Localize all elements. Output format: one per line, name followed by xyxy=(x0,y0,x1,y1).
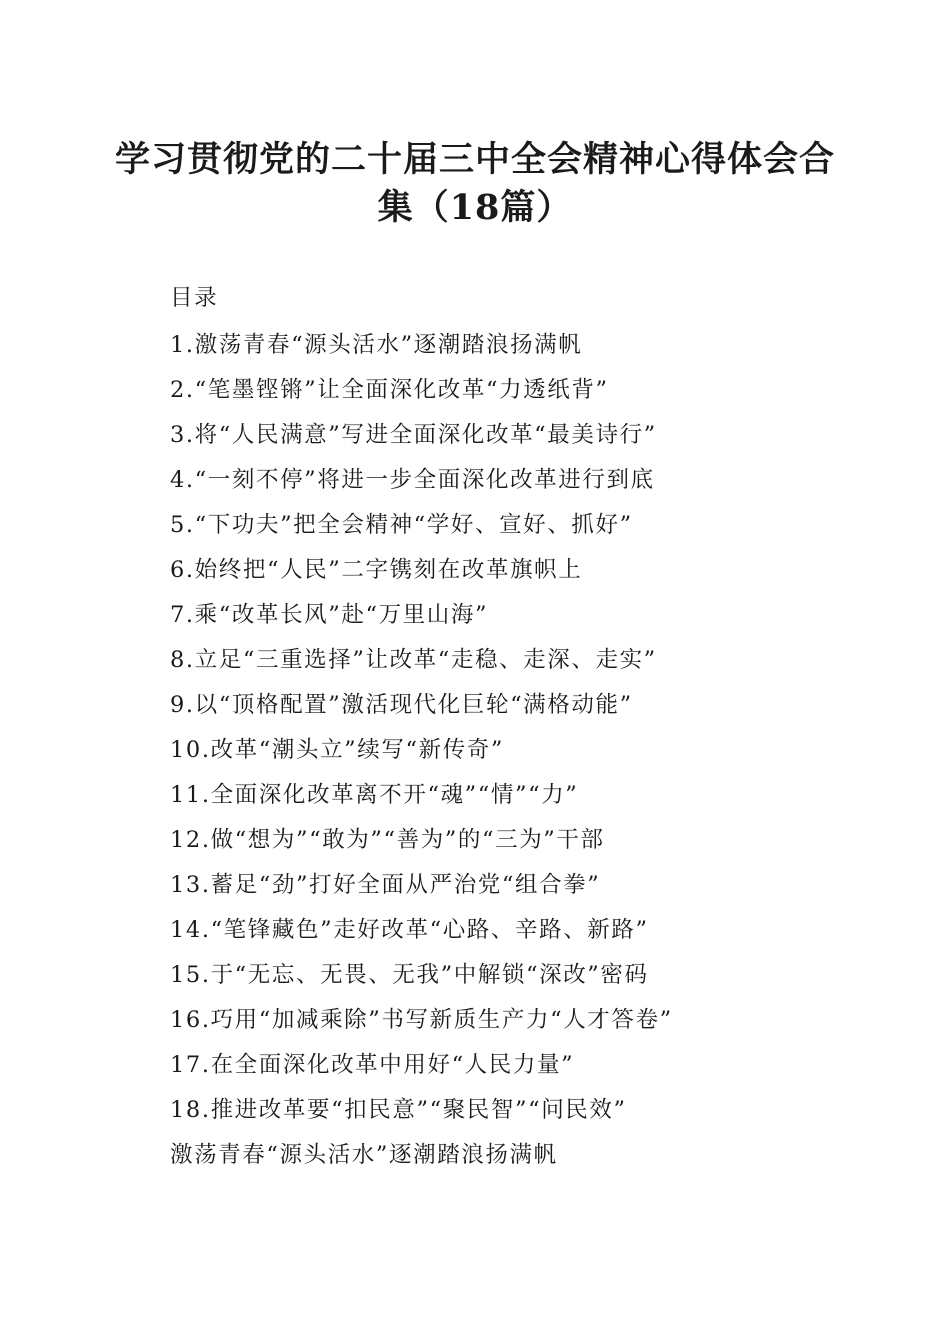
toc-item-4: 4.“一刻不停”将进一步全面深化改革进行到底 xyxy=(170,467,655,493)
toc-item-3: 3.将“人民满意”写进全面深化改革“最美诗行” xyxy=(170,422,657,448)
toc-item-2: 2.“笔墨铿锵”让全面深化改革“力透纸背” xyxy=(170,377,609,403)
toc-heading: 目录 xyxy=(170,285,219,311)
document-title-line-2: 集（18篇） xyxy=(377,187,573,228)
toc-item-14: 14.“笔锋藏色”走好改革“心路、辛路、新路” xyxy=(170,917,649,943)
toc-item-17: 17.在全面深化改革中用好“人民力量” xyxy=(170,1052,575,1078)
toc-item-12: 12.做“想为”“敢为”“善为”的“三为”干部 xyxy=(170,827,605,853)
toc-item-1: 1.激荡青春“源头活水”逐潮踏浪扬满帆 xyxy=(170,332,583,358)
toc-item-13: 13.蓄足“劲”打好全面从严治党“组合拳” xyxy=(170,872,601,898)
toc-item-16: 16.巧用“加减乘除”书写新质生产力“人才答卷” xyxy=(170,1007,673,1033)
document-title-line-1: 学习贯彻党的二十届三中全会精神心得体会合 xyxy=(114,139,835,180)
toc-item-11: 11.全面深化改革离不开“魂”“情”“力” xyxy=(170,782,579,808)
toc-item-5: 5.“下功夫”把全会精神“学好、宣好、抓好” xyxy=(170,512,633,538)
toc-item-10: 10.改革“潮头立”续写“新传奇” xyxy=(170,737,504,763)
table-of-contents xyxy=(170,278,870,1178)
toc-item-7: 7.乘“改革长风”赴“万里山海” xyxy=(170,602,489,628)
document-title xyxy=(80,136,870,232)
toc-item-18: 18.推进改革要“扣民意”“聚民智”“问民效” xyxy=(170,1097,627,1123)
toc-item-8: 8.立足“三重选择”让改革“走稳、走深、走实” xyxy=(170,647,657,673)
toc-item-6: 6.始终把“人民”二字镌刻在改革旗帜上 xyxy=(170,557,583,583)
toc-item-9: 9.以“顶格配置”激活现代化巨轮“满格动能” xyxy=(170,692,633,718)
toc-item-15: 15.于“无忘、无畏、无我”中解锁“深改”密码 xyxy=(170,962,649,988)
toc-list xyxy=(170,323,870,1133)
first-section-title: 激荡青春“源头活水”逐潮踏浪扬满帆 xyxy=(170,1142,558,1168)
